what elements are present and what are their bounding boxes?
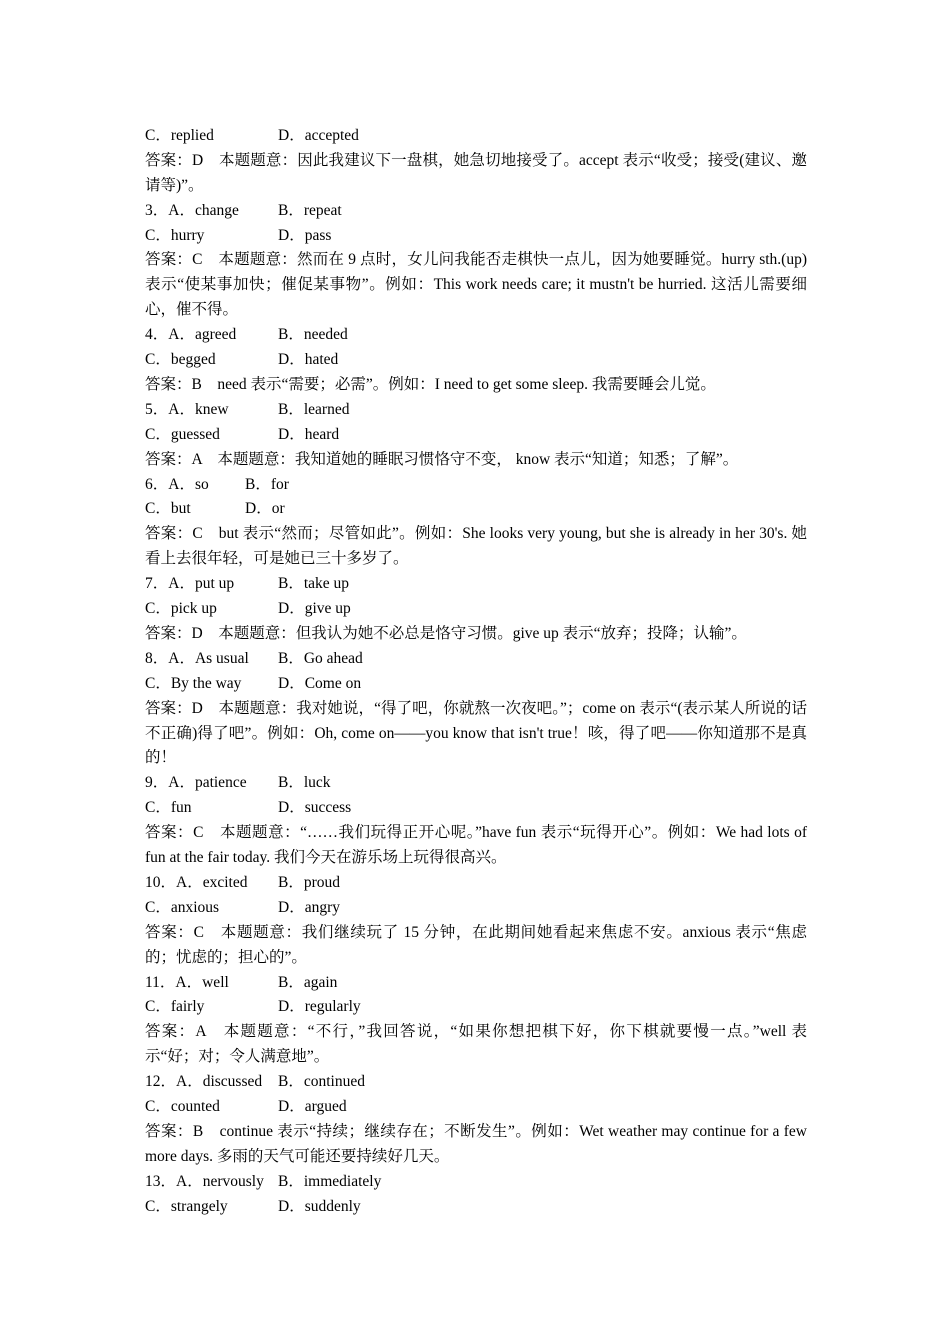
option-row [145, 796, 807, 821]
option-left: 9．A．patience [145, 774, 247, 792]
option-left: 13．A．nervously [145, 1172, 264, 1190]
option-row [145, 473, 807, 498]
answer-paragraph: 答案：D 本题题意：但我认为她不必总是恪守习惯。give up 表示“放弃；投降；认输”。 [145, 624, 747, 642]
option-right: D．hated [278, 351, 339, 369]
answer-paragraph: 答案：A 本题题意：“不行，”我回答说，“如果你想把棋下好，你下棋就要慢一点。”well 表示“好；对；令人满意地”。 [145, 1023, 807, 1066]
answer-paragraph: 答案：C 本题题意：然而在 9 点时，女儿问我能否走棋快一点儿，因为她要睡觉。hurry sth.(up)表示“使某事加快；催促某事物”。例如：This work needs care; it mustn't be hurried. 这活儿需要细心，催不得。 [145, 251, 807, 319]
option-right: D．accepted [278, 127, 359, 144]
option-row [145, 1195, 807, 1220]
answer-paragraph: 答案：C 本题题意：我们继续玩了 15 分钟，在此期间她看起来焦虑不安。anxious 表示“焦虑的；忧虑的；担心的”。 [145, 923, 807, 966]
option-left: C．begged [145, 351, 216, 369]
option-row [145, 1095, 807, 1120]
option-row [145, 199, 807, 224]
option-right: D．angry [278, 898, 340, 916]
option-row [145, 995, 807, 1020]
option-row [145, 497, 807, 522]
option-left: C．hurry [145, 226, 205, 244]
answer-paragraph: 答案：A 本题题意：我知道她的睡眠习惯恪守不变， know 表示“知道；知悉；了解”。 [145, 450, 739, 468]
option-row [145, 871, 807, 896]
option-right: D．regularly [278, 998, 361, 1016]
option-row [145, 1170, 807, 1195]
answer-paragraph: 答案：B need 表示“需要；必需”。例如：I need to get some sleep. 我需要睡会儿觉。 [145, 375, 716, 393]
option-row [145, 423, 807, 448]
option-left: C．pick up [145, 600, 217, 618]
option-right: D．success [278, 799, 352, 817]
option-row [145, 771, 807, 796]
option-right: B．proud [278, 873, 341, 891]
option-left: C．By the way [145, 674, 242, 692]
option-left: C．strangely [145, 1197, 228, 1215]
option-right: B．needed [278, 326, 348, 344]
answer-paragraph: 答案：C 本题题意：“……我们玩得正开心呢。”have fun 表示“玩得开心”。例如：We had lots of fun at the fair today. 我们今天在游乐场上玩得很高兴。 [145, 824, 807, 867]
option-row [145, 672, 807, 697]
option-right: B．repeat [278, 201, 342, 219]
option-left: 6．A．so [145, 475, 209, 493]
option-right: D．heard [278, 425, 340, 443]
option-left: 7．A．put up [145, 575, 235, 593]
option-right: D．argued [278, 1098, 347, 1116]
option-left: C．but [145, 500, 191, 518]
option-right: B．learned [278, 400, 350, 418]
option-row [145, 597, 807, 622]
option-right: D．Come on [278, 674, 362, 692]
option-left: C．anxious [145, 898, 220, 916]
option-right: D．pass [278, 226, 332, 244]
option-left: C．guessed [145, 425, 220, 443]
option-row [145, 572, 807, 597]
answer-paragraph: 答案：D 本题题意：因此我建议下一盘棋，她急切地接受了。accept 表示“收受；接受(建议、邀请等)”。 [145, 151, 807, 194]
option-left: C．fairly [145, 998, 205, 1016]
option-right: D．or [245, 500, 285, 518]
option-left: C．fun [145, 799, 192, 817]
option-left: 3．A．change [145, 201, 239, 219]
option-left: 10．A．excited [145, 873, 248, 891]
option-right: B．Go ahead [278, 649, 363, 667]
document-body [145, 124, 807, 1220]
option-right: B．continued [278, 1073, 365, 1091]
answer-paragraph: 答案：C but 表示“然而；尽管如此”。例如：She looks very young, but she is already in her 30's. 她看上去很年轻，可是她已三十多岁了。 [145, 525, 807, 568]
option-row [145, 398, 807, 423]
option-row [145, 323, 807, 348]
option-left: C．replied [145, 127, 214, 144]
option-right: D．give up [278, 600, 351, 618]
option-left: 12．A．discussed [145, 1073, 263, 1091]
option-right: B．luck [278, 774, 331, 792]
option-row [145, 348, 807, 373]
option-row [145, 896, 807, 921]
answer-paragraph: 答案：D 本题题意：我对她说，“得了吧，你就熬一次夜吧。”；come on 表示“(表示某人所说的话不正确)得了吧”。例如：Oh, come on——you know that isn't true！咳，得了吧——你知道那不是真的！ [145, 699, 807, 767]
option-row [145, 971, 807, 996]
option-row [145, 647, 807, 672]
option-left: 8．A．As usual [145, 649, 249, 667]
option-right: B．for [245, 475, 289, 493]
option-right: D．suddenly [278, 1197, 361, 1215]
option-right: B．take up [278, 575, 350, 593]
option-right: B．immediately [278, 1172, 382, 1190]
option-row [145, 124, 807, 149]
option-row [145, 224, 807, 249]
option-row [145, 1070, 807, 1095]
option-right: B．again [278, 973, 338, 991]
option-left: 4．A．agreed [145, 326, 237, 344]
option-left: C．counted [145, 1098, 220, 1116]
option-left: 11．A．well [145, 973, 229, 991]
option-left: 5．A．knew [145, 400, 229, 418]
answer-paragraph: 答案：B continue 表示“持续；继续存在；不断发生”。例如：Wet weather may continue for a few more days. 多雨的天气可能还要持续好几天。 [145, 1122, 807, 1165]
